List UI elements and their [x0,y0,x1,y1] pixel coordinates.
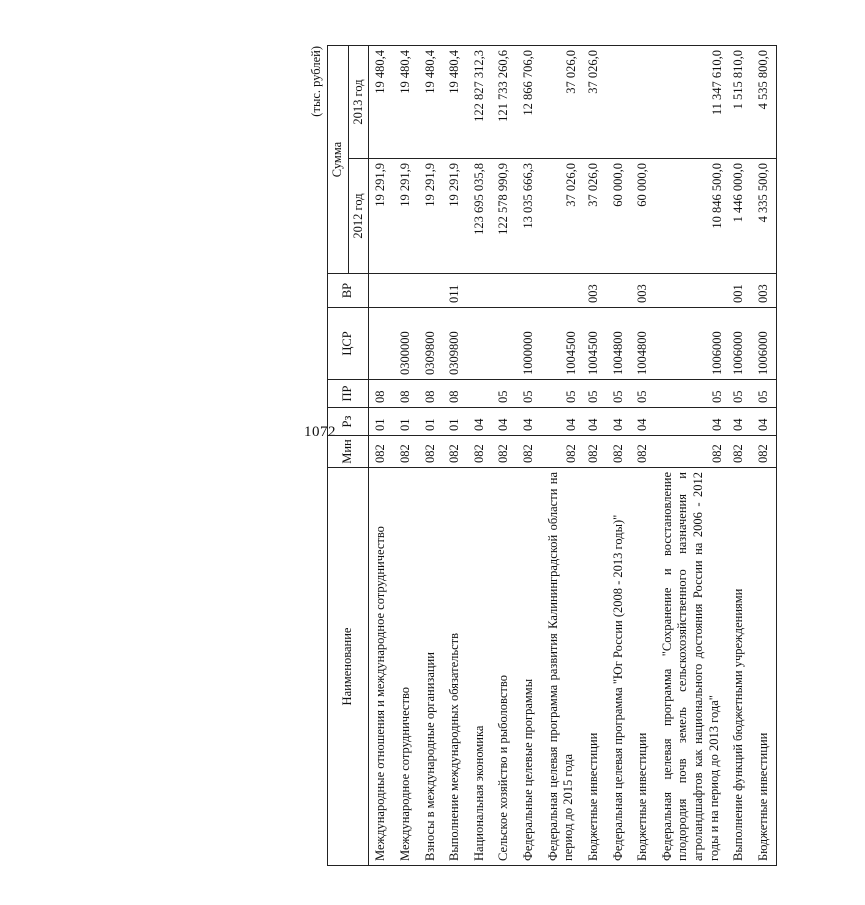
cell-2013: 1 515 810,0 [726,46,751,159]
cell-pr: 05 [581,380,606,408]
cell-csr: 1006000 [751,308,776,380]
cell-min: 082 [467,436,492,468]
header-vr: ВР [328,274,369,308]
table-row [655,46,727,866]
cell-vr [393,274,418,308]
cell-name: Сельское хозяйство и рыболовство [491,468,516,866]
cell-rz: 04 [516,408,541,436]
cell-name: Международное сотрудничество [393,468,418,866]
table-row [467,46,492,866]
cell-min: 082 [418,436,443,468]
cell-csr: 1004800 [606,308,631,380]
cell-2013: 11 347 610,0 [655,46,727,159]
cell-min: 082 [606,436,631,468]
cell-rz: 04 [726,408,751,436]
table-body [369,46,776,866]
cell-min: 082 [516,436,541,468]
cell-csr: 1006000 [655,308,727,380]
header-sum: Сумма [328,46,349,274]
cell-2013: 19 480,4 [442,46,467,159]
units-note: (тыс. рублей) [309,46,323,117]
cell-2013: 37 026,0 [581,46,606,159]
cell-rz: 04 [581,408,606,436]
cell-2013: 19 480,4 [393,46,418,159]
table-row [581,46,606,866]
table-row [751,46,776,866]
cell-csr [491,308,516,380]
table-row [541,46,581,866]
cell-csr [369,308,393,380]
cell-name: Федеральная целевая программа "Сохранение и восстановление плодородия почв земель сельскохозяйственного назначения и агроландшафтов как национального достояния России на 2006 - 2012 годы и на период до 2013 года" [655,468,727,866]
cell-2012: 13 035 666,3 [516,159,541,274]
cell-pr: 05 [630,380,655,408]
cell-pr: 05 [541,380,581,408]
cell-min: 082 [393,436,418,468]
header-2012: 2012 год [348,159,369,274]
table-row [418,46,443,866]
cell-min: 082 [581,436,606,468]
cell-vr [491,274,516,308]
cell-pr: 05 [726,380,751,408]
cell-name: Выполнение функций бюджетными учреждениями [726,468,751,866]
header-min: Мин [328,436,369,468]
cell-vr: 003 [581,274,606,308]
table-header [328,46,369,866]
header-csr: ЦСР [328,308,369,380]
cell-pr: 08 [393,380,418,408]
cell-name: Федеральные целевые программы [516,468,541,866]
cell-vr: 001 [726,274,751,308]
cell-rz: 04 [541,408,581,436]
header-2013: 2013 год [348,46,369,159]
cell-2013: 19 480,4 [418,46,443,159]
cell-rz: 01 [418,408,443,436]
cell-pr: 05 [491,380,516,408]
cell-vr [541,274,581,308]
cell-2012: 37 026,0 [541,159,581,274]
table-row [442,46,467,866]
cell-2012: 19 291,9 [418,159,443,274]
cell-2012: 4 335 500,0 [751,159,776,274]
cell-rz: 01 [442,408,467,436]
cell-name: Бюджетные инвестиции [751,468,776,866]
cell-vr [467,274,492,308]
cell-pr: 05 [516,380,541,408]
cell-vr: 003 [751,274,776,308]
cell-2012: 10 846 500,0 [655,159,727,274]
table-row [491,46,516,866]
cell-name: Выполнение международных обязательств [442,468,467,866]
header-pr: ПР [328,380,369,408]
header-rz: Рз [328,408,369,436]
cell-csr: 1000000 [516,308,541,380]
cell-name: Национальная экономика [467,468,492,866]
cell-rz: 04 [655,408,727,436]
page-number: 1072 [304,424,336,440]
cell-pr: 05 [751,380,776,408]
cell-min: 082 [655,436,727,468]
cell-2013: 19 480,4 [369,46,393,159]
cell-csr [467,308,492,380]
cell-pr: 05 [606,380,631,408]
cell-min: 082 [726,436,751,468]
cell-min: 082 [541,436,581,468]
cell-csr: 1006000 [726,308,751,380]
cell-2012: 19 291,9 [393,159,418,274]
cell-csr: 0300000 [393,308,418,380]
cell-rz: 01 [369,408,393,436]
cell-csr: 1004500 [541,308,581,380]
cell-vr [369,274,393,308]
table-row [606,46,631,866]
cell-vr [418,274,443,308]
cell-pr: 05 [655,380,727,408]
cell-2013: 37 026,0 [541,46,581,159]
table-row [516,46,541,866]
cell-2012: 19 291,9 [369,159,393,274]
rotated-table-block [305,46,865,866]
cell-csr: 1004800 [630,308,655,380]
cell-2012: 60 000,0 [606,159,631,274]
cell-2013: 4 535 800,0 [751,46,776,159]
cell-vr [606,274,631,308]
cell-vr [655,274,727,308]
budget-table [327,45,777,866]
cell-min: 082 [751,436,776,468]
cell-2013: 12 866 706,0 [516,46,541,159]
header-name: Наименование [328,468,369,866]
cell-pr [467,380,492,408]
cell-2012: 122 578 990,9 [491,159,516,274]
cell-2012: 60 000,0 [630,159,655,274]
cell-name: Бюджетные инвестиции [630,468,655,866]
cell-name: Федеральная целевая программа развития Калининградской области на период до 2015 года [541,468,581,866]
cell-2013: 121 733 260,6 [491,46,516,159]
cell-2012: 1 446 000,0 [726,159,751,274]
cell-name: Федеральная целевая программа "Юг России (2008 - 2013 годы)" [606,468,631,866]
cell-name: Взносы в международные организации [418,468,443,866]
cell-csr: 1004500 [581,308,606,380]
cell-min: 082 [491,436,516,468]
cell-2013 [630,46,655,159]
table-row [726,46,751,866]
cell-vr: 003 [630,274,655,308]
cell-rz: 04 [630,408,655,436]
cell-rz: 04 [467,408,492,436]
cell-pr: 08 [418,380,443,408]
cell-rz: 01 [393,408,418,436]
cell-min: 082 [630,436,655,468]
cell-2012: 123 695 035,8 [467,159,492,274]
cell-pr: 08 [369,380,393,408]
cell-name: Международные отношения и международное сотрудничество [369,468,393,866]
cell-2012: 37 026,0 [581,159,606,274]
table-row [630,46,655,866]
cell-2012: 19 291,9 [442,159,467,274]
cell-csr: 0309800 [418,308,443,380]
cell-min: 082 [369,436,393,468]
cell-vr: 011 [442,274,467,308]
cell-vr [516,274,541,308]
cell-2013: 122 827 312,3 [467,46,492,159]
table-row [369,46,393,866]
cell-pr: 08 [442,380,467,408]
cell-min: 082 [442,436,467,468]
cell-rz: 04 [606,408,631,436]
cell-rz: 04 [751,408,776,436]
cell-csr: 0309800 [442,308,467,380]
cell-name: Бюджетные инвестиции [581,468,606,866]
table-row [393,46,418,866]
cell-2013 [606,46,631,159]
cell-rz: 04 [491,408,516,436]
